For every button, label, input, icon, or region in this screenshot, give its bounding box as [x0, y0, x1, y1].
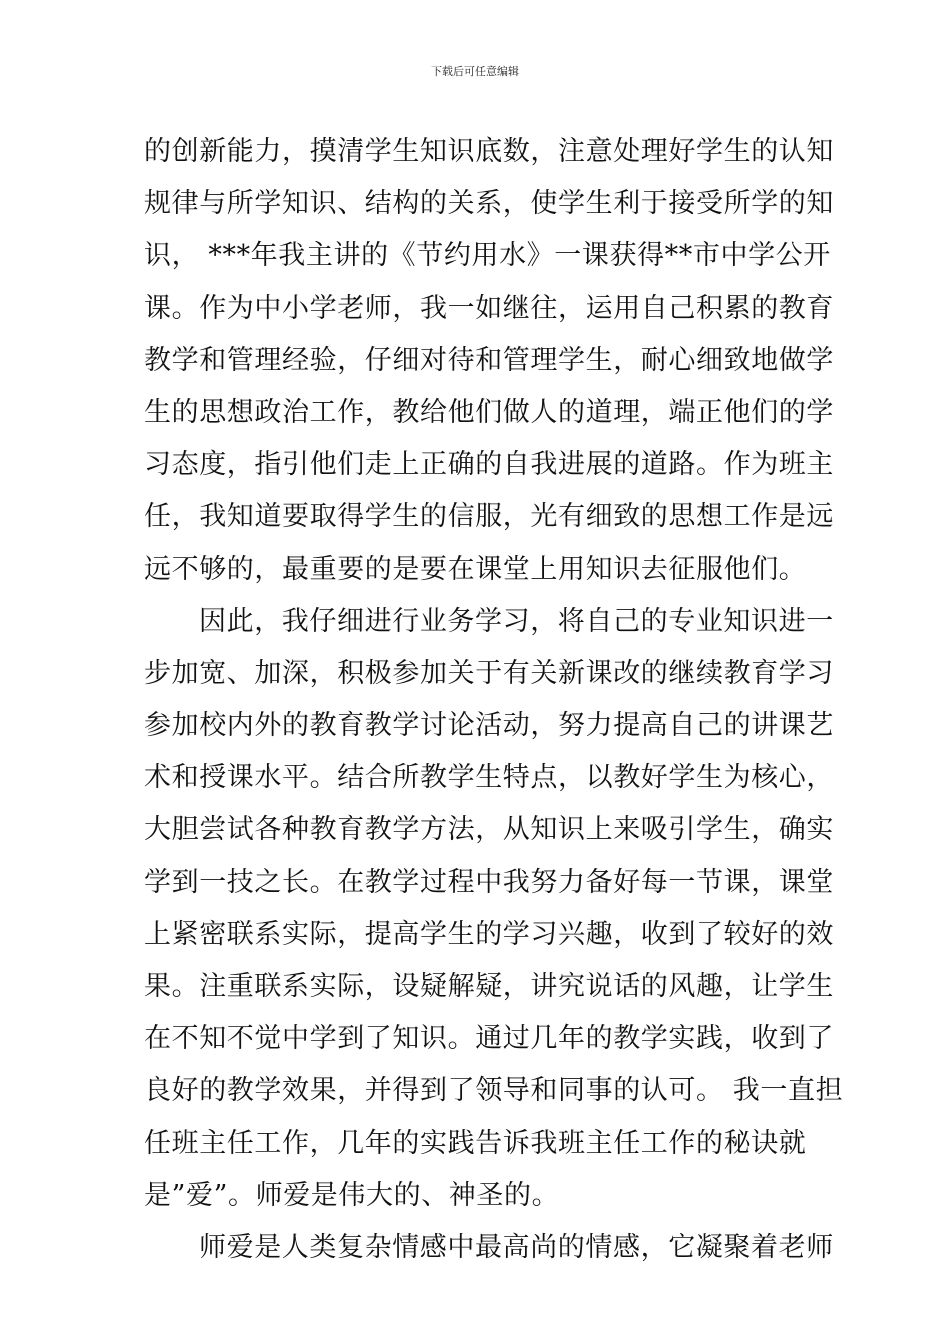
document-body: [144, 126, 844, 1274]
text-line: 学到一技之长。在教学过程中我努力备好每一节课，课堂: [144, 866, 834, 898]
text-line: 课。作为中小学老师，我一如继往，运用自己积累的教育: [144, 292, 834, 324]
text-line: 规律与所学知识、结构的关系，使学生利于接受所学的知: [144, 188, 834, 220]
paragraph-start-line: 师爱是人类复杂情感中最高尚的情感，它凝聚着老师: [199, 1231, 834, 1263]
text-line: 大胆尝试各种教育教学方法，从知识上来吸引学生，确实: [144, 814, 834, 846]
text-line: 是”爱”。师爱是伟大的、神圣的。: [144, 1179, 560, 1211]
paragraph-start-line: 因此，我仔细进行业务学习，将自己的专业知识进一: [199, 605, 834, 637]
text-line: 在不知不觉中学到了知识。通过几年的教学实践，收到了: [144, 1023, 834, 1055]
text-line: 任班主任工作，几年的实践告诉我班主任工作的秘诀就: [144, 1127, 807, 1159]
text-line: 果。注重联系实际，设疑解疑，讲究说话的风趣，让学生: [144, 971, 834, 1002]
text-line: 教学和管理经验，仔细对待和管理学生，耐心细致地做学: [144, 344, 834, 376]
text-line: 生的思想政治工作，教给他们做人的道理，端正他们的学: [144, 396, 834, 428]
text-line: 上紧密联系实际，提高学生的学习兴趣，收到了较好的效: [144, 918, 834, 950]
text-line: 良好的教学效果，并得到了领导和同事的认可。 我一直担: [144, 1075, 844, 1107]
text-line: 术和授课水平。结合所教学生特点，以教好学生为核心，: [144, 762, 834, 794]
text-line: 任，我知道要取得学生的信服，光有细致的思想工作是远: [144, 501, 834, 533]
text-line: 习态度，指引他们走上正确的自我进展的道路。作为班主: [144, 449, 834, 481]
text-line: 步加宽、加深，积极参加关于有关新课改的继续教育学习: [144, 657, 834, 689]
page-header: 下载后可任意编辑: [431, 65, 519, 78]
text-line: 的创新能力，摸清学生知识底数，注意处理好学生的认知: [144, 136, 834, 167]
text-line: 参加校内外的教育教学讨论活动，努力提高自己的讲课艺: [144, 710, 834, 742]
text-line: 远不够的，最重要的是要在课堂上用知识去征服他们。: [144, 553, 807, 585]
text-line: 识， ***年我主讲的《节约用水》一课获得**市中学公开: [144, 240, 831, 272]
